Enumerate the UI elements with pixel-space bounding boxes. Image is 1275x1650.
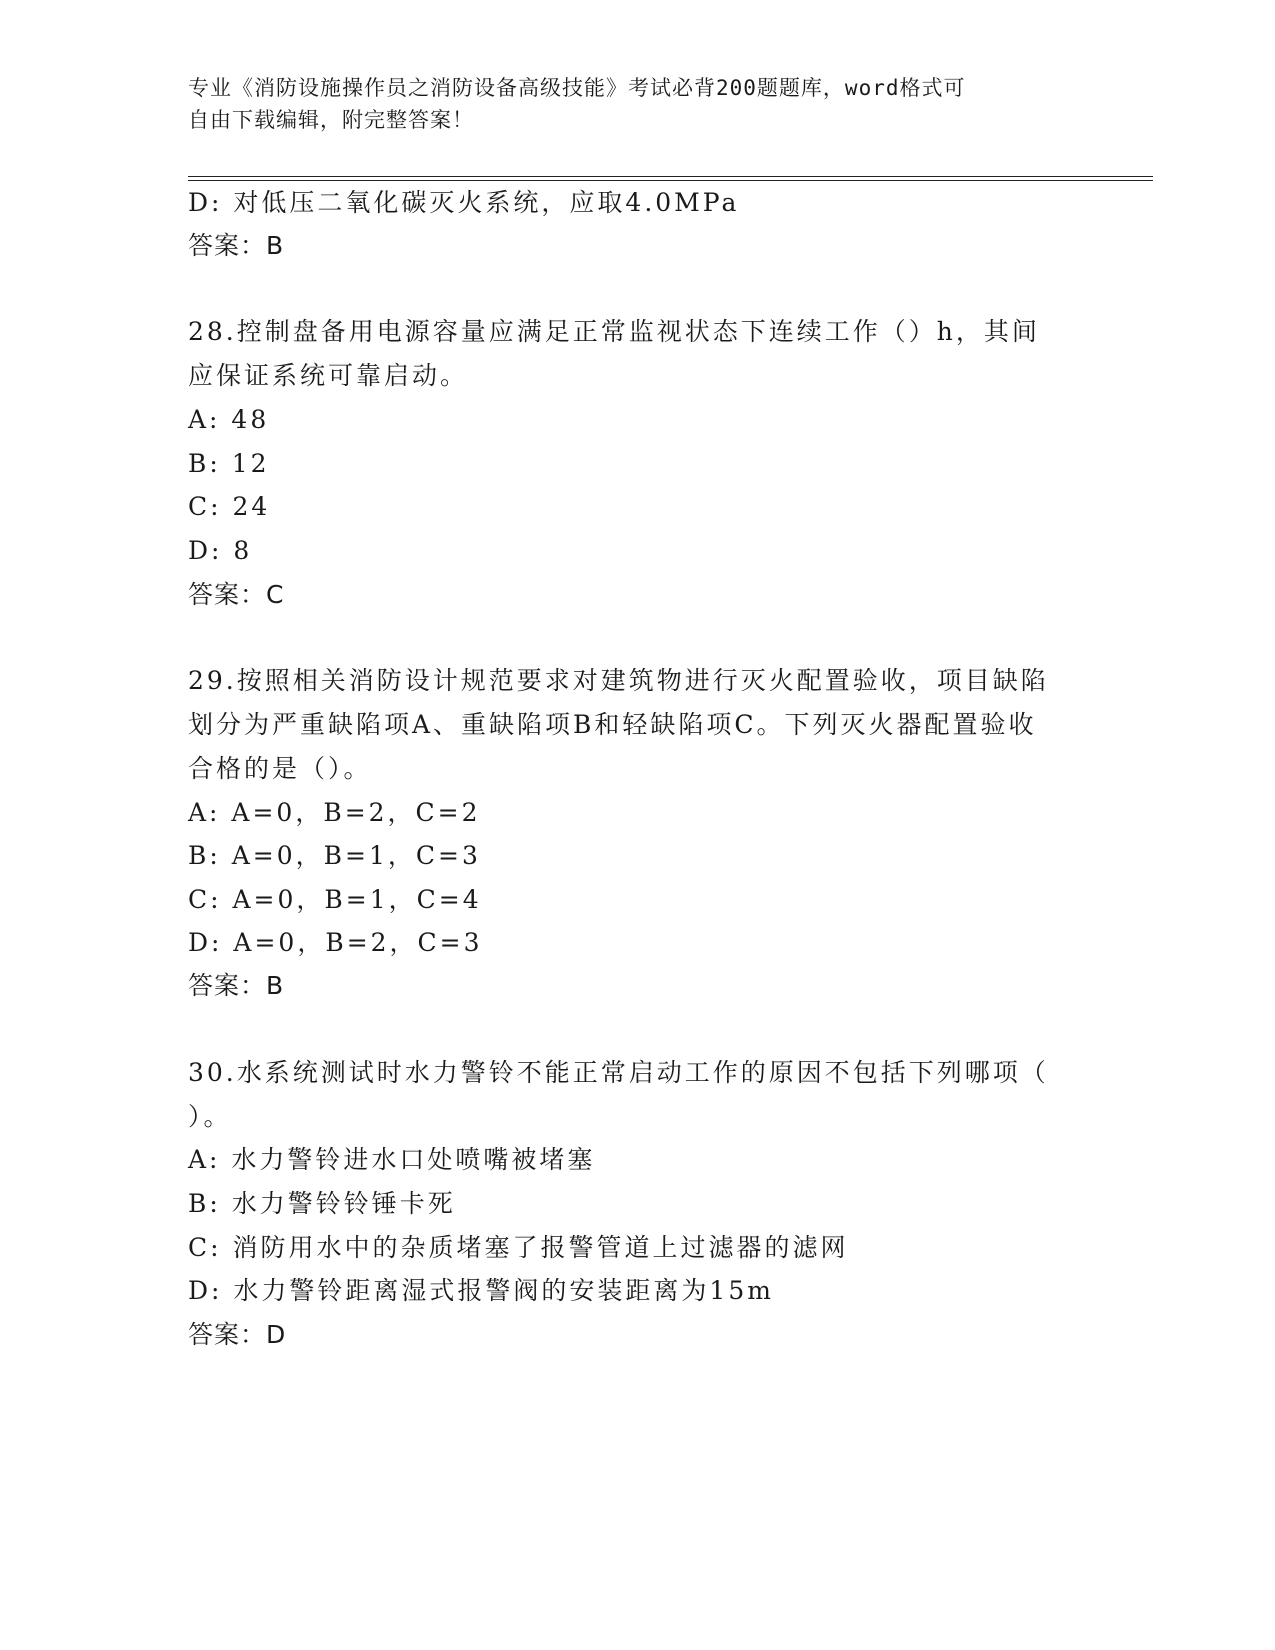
option-c: C: 消防用水中的杂质堵塞了报警管道上过滤器的滤网 — [188, 1233, 849, 1262]
option-a: A: 48 — [188, 405, 270, 434]
question-stem-line: 28.控制盘备用电源容量应满足正常监视状态下连续工作（）h，其间 — [188, 317, 1040, 346]
page-header — [188, 72, 1068, 136]
question-stem-line: 29.按照相关消防设计规范要求对建筑物进行灭火配置验收，项目缺陷 — [188, 666, 1049, 695]
answer: 答案：C — [188, 580, 285, 609]
option-d: D: 8 — [188, 536, 253, 565]
question-stem-line: 应保证系统可靠启动。 — [188, 361, 469, 390]
header-line-2: 自由下载编辑，附完整答案！ — [188, 108, 474, 132]
question-stem-line: 30.水系统测试时水力警铃不能正常启动工作的原因不包括下列哪项（ — [188, 1058, 1049, 1087]
option-a: A: 水力警铃进水口处喷嘴被堵塞 — [188, 1145, 596, 1174]
answer: 答案：D — [188, 1320, 287, 1349]
answer: 答案：B — [188, 971, 285, 1000]
option-b: B: A=0，B=1，C=3 — [188, 841, 481, 870]
question-stem-line: ）。 — [188, 1102, 232, 1131]
option-c: C: 24 — [188, 492, 271, 521]
option-d: D: A=0，B=2，C=3 — [188, 928, 483, 957]
header-divider — [188, 176, 1153, 181]
header-line-1: 专业《消防设施操作员之消防设备高级技能》考试必背200题题库，word格式可 — [188, 76, 966, 100]
option-b: B: 12 — [188, 449, 270, 478]
prev-option-d: D: 对低压二氧化碳灭火系统，应取4.0MPa — [188, 188, 740, 217]
option-d: D: 水力警铃距离湿式报警阀的安装距离为15m — [188, 1276, 774, 1305]
question-stem-line: 合格的是（）。 — [188, 754, 372, 783]
option-a: A: A=0，B=2，C=2 — [188, 798, 481, 827]
option-c: C: A=0，B=1，C=4 — [188, 885, 482, 914]
option-b: B: 水力警铃铃锤卡死 — [188, 1189, 456, 1218]
prev-answer: 答案：B — [188, 231, 285, 260]
question-stem-line: 划分为严重缺陷项A、重缺陷项B和轻缺陷项C。下列灭火器配置验收 — [188, 710, 1037, 739]
